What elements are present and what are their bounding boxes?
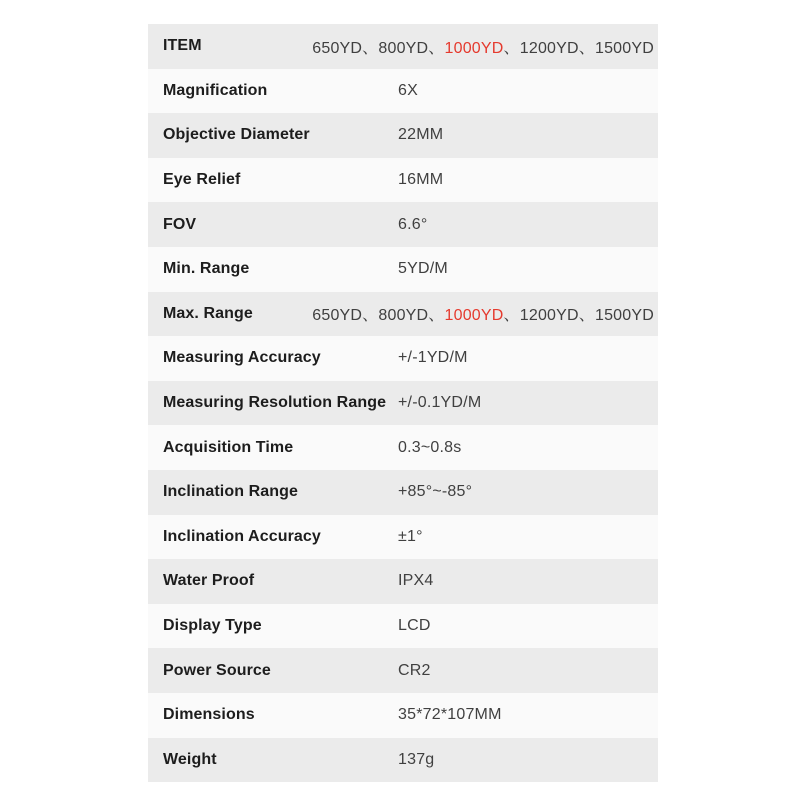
spec-label: FOV (163, 215, 197, 233)
spec-value: 6X (398, 81, 418, 99)
spec-value: 137g (398, 750, 435, 768)
spec-value: LCD (398, 617, 431, 635)
spec-row-measuring-accuracy (148, 336, 658, 381)
spec-value: 22MM (398, 126, 444, 144)
spec-label: Magnification (163, 81, 268, 99)
spec-label: Dimensions (163, 706, 255, 724)
spec-value: ±1° (398, 527, 423, 545)
spec-label: Inclination Range (163, 483, 299, 501)
spec-label: Eye Relief (163, 171, 241, 189)
spec-row-display-type (148, 604, 658, 649)
spec-value: 16MM (398, 171, 444, 189)
spec-label: Weight (163, 750, 217, 768)
spec-label: Power Source (163, 661, 271, 679)
spec-value: 35*72*107MM (398, 706, 502, 724)
spec-label: Objective Diameter (163, 126, 310, 144)
spec-label: Measuring Resolution Range (163, 394, 387, 412)
spec-row-measuring-resolution-range (148, 381, 658, 426)
spec-value (202, 35, 658, 58)
spec-row-weight (148, 738, 658, 783)
spec-row-magnification (148, 69, 658, 114)
spec-label: ITEM (163, 37, 202, 55)
spec-value: +/-0.1YD/M (398, 394, 482, 412)
spec-row-max-range (148, 292, 658, 337)
spec-row-min-range (148, 247, 658, 292)
value-segment: 、1200YD、1500YD (503, 307, 654, 325)
spec-value: +85°~-85° (398, 483, 473, 501)
spec-table (148, 24, 658, 782)
spec-value: 0.3~0.8s (398, 438, 462, 456)
highlighted-model: 1000YD (444, 307, 504, 325)
spec-value: +/-1YD/M (398, 349, 468, 367)
spec-value (253, 302, 658, 325)
spec-row-inclination-accuracy (148, 515, 658, 560)
spec-row-fov (148, 202, 658, 247)
spec-label: Acquisition Time (163, 438, 294, 456)
spec-label: Measuring Accuracy (163, 349, 321, 367)
spec-row-objective-diameter (148, 113, 658, 158)
spec-row-dimensions (148, 693, 658, 738)
spec-row-acquisition-time (148, 425, 658, 470)
highlighted-model: 1000YD (444, 39, 504, 57)
spec-row-inclination-range (148, 470, 658, 515)
spec-row-eye-relief (148, 158, 658, 203)
value-segment: 650YD、800YD、 (312, 39, 445, 57)
spec-value: 6.6° (398, 215, 428, 233)
spec-label: Inclination Accuracy (163, 527, 321, 545)
spec-label: Max. Range (163, 304, 253, 322)
spec-value: IPX4 (398, 572, 434, 590)
spec-row-power-source (148, 648, 658, 693)
value-segment: 650YD、800YD、 (312, 307, 445, 325)
spec-value: 5YD/M (398, 260, 448, 278)
value-segment: 、1200YD、1500YD (503, 39, 654, 57)
spec-label: Water Proof (163, 572, 255, 590)
spec-value: CR2 (398, 661, 431, 679)
spec-label: Display Type (163, 617, 262, 635)
spec-row-item (148, 24, 658, 69)
spec-label: Min. Range (163, 260, 250, 278)
spec-row-water-proof (148, 559, 658, 604)
